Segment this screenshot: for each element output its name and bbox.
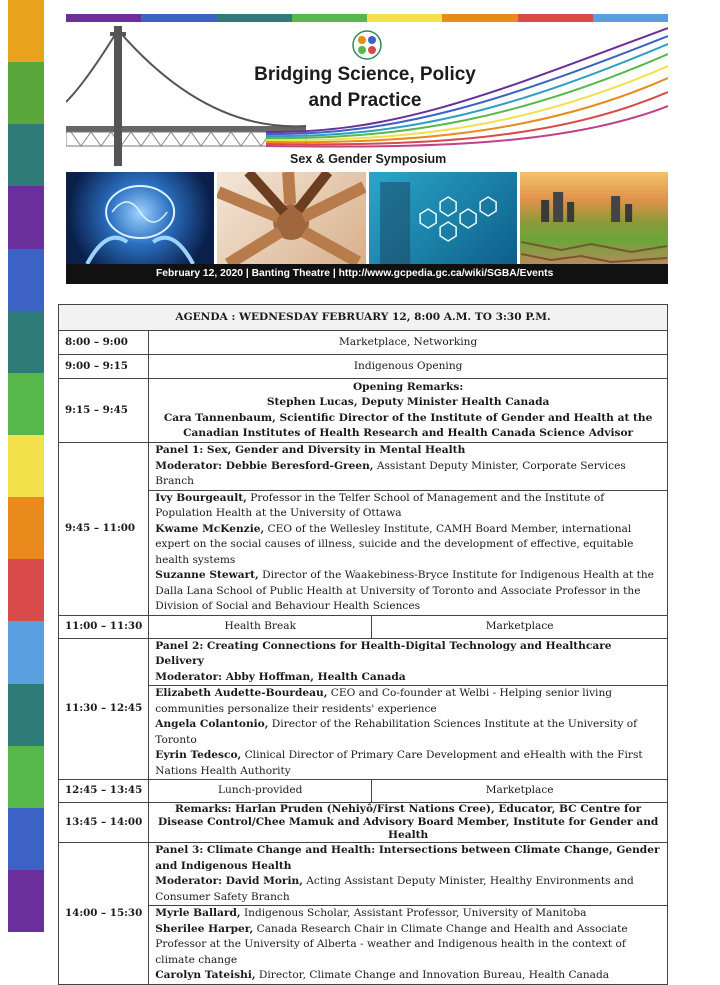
speaker-name: Myrle Ballard, (155, 907, 241, 919)
moderator-role: Assistant Deputy Minister, Corporate Services Branch (155, 459, 626, 487)
speaker-line (155, 906, 661, 922)
speaker-role: Canada Research Chair in Climate Change and Health and Associate Professor at the University of Alberta - weather and Indigenous health in the context of climate change (155, 922, 628, 966)
panel-speakers (149, 906, 668, 985)
moderator-role: Acting Assistant Deputy Minister, Healthy Environments and Consumer Safety Branch (155, 875, 634, 903)
agenda-time: 12:45 – 13:45 (59, 780, 149, 803)
speaker-name: Angela Colantonio, (155, 718, 269, 730)
hands-image (217, 172, 365, 264)
speaker-role: Director, Climate Change and Innovation Bureau, Health Canada (255, 969, 610, 981)
agenda-time: 13:45 – 14:00 (59, 803, 149, 843)
remarks-heading: Opening Remarks: (352, 380, 464, 393)
moderator-line (155, 459, 661, 490)
agenda-row (59, 443, 668, 491)
agenda-row (59, 843, 668, 906)
agenda-time: 14:00 – 15:30 (59, 843, 149, 985)
agenda-row (59, 906, 668, 985)
symposium-logo (352, 30, 382, 60)
event-info-bar: February 12, 2020 | Banting Theatre | http://www.gcpedia.gc.ca/wiki/SGBA/Events (66, 264, 668, 284)
marketplace-item: Marketplace (372, 615, 668, 638)
speaker-role: Director of the Waakebiness-Bryce Institute for Indigenous Health at the Dalla Lana School of Public Health at University of Toronto and Associate Professor in the Division of Social and Behaviour Health Sciences (155, 569, 654, 612)
speaker-line (155, 522, 661, 569)
marketplace-item: Marketplace (372, 780, 668, 803)
agenda-time: 9:15 – 9:45 (59, 379, 149, 443)
speaker-role: Indigenous Scholar, Assistant Professor, University of Manitoba (240, 907, 587, 919)
panel-intro (149, 843, 668, 906)
speaker-role: Director of the Rehabilitation Sciences Institute at the University of Toronto (155, 718, 638, 746)
rainbow-side-stripe (8, 0, 44, 932)
agenda-row (59, 638, 668, 686)
moderator-name: Moderator: David Morin, (155, 875, 303, 887)
speaker-role: CEO and Co-founder at Welbi - Helping senior living communities personalize their residents' experience (155, 687, 613, 715)
agenda-time: 9:00 – 9:15 (59, 355, 149, 379)
banner-title-line1: Bridging Science, Policy (254, 64, 476, 85)
banner-subtitle: Sex & Gender Symposium (290, 152, 447, 166)
speaker-line: Stephen Lucas, Deputy Minister Health Canada (266, 396, 550, 408)
banner-title (240, 62, 490, 114)
agenda-item: Marketplace, Networking (149, 331, 668, 355)
banner-photo-strip (66, 172, 668, 264)
moderator-name: Moderator: Debbie Beresford-Green, (155, 459, 374, 472)
speaker-line (155, 686, 661, 717)
agenda-row (59, 379, 668, 443)
agenda-time: 11:30 – 12:45 (59, 638, 149, 780)
speaker-name: Ivy Bourgeault, (155, 491, 247, 504)
agenda-header: AGENDA : WEDNESDAY FEBRUARY 12, 8:00 A.M. TO 3:30 P.M. (59, 305, 668, 331)
agenda-time: 9:45 – 11:00 (59, 443, 149, 616)
agenda-header-row (59, 305, 668, 331)
speaker-name: Carolyn Tateishi, (155, 969, 256, 981)
rainbow-top-stripe (66, 14, 668, 22)
digital-health-image (369, 172, 517, 264)
moderator-line (155, 874, 661, 905)
agenda-time: 8:00 – 9:00 (59, 331, 149, 355)
agenda-item: Indigenous Opening (149, 355, 668, 379)
speaker-line (155, 491, 661, 522)
opening-remarks (149, 379, 668, 443)
agenda-row (59, 803, 668, 843)
speaker-line (155, 717, 661, 748)
panel-speakers (149, 490, 668, 615)
speaker-role: Clinical Director of Primary Care Development and eHealth with the First Nations Health Authority (155, 749, 643, 777)
speaker-role: Professor in the Telfer School of Management and the Institute of Population Health at the University of Ottawa (155, 491, 605, 519)
panel-title: Panel 3: Climate Change and Health: Intersections between Climate Change, Gender and Indigenous Health (155, 844, 660, 872)
agenda-row (59, 490, 668, 615)
speaker-line (155, 568, 661, 615)
break-item: Health Break (149, 615, 372, 638)
moderator-line: Moderator: Abby Hoffman, Health Canada (155, 670, 406, 683)
agenda-row (59, 355, 668, 379)
banner-title-line2: and Practice (308, 90, 422, 111)
remarks-item: Remarks: Harlan Pruden (Nehiyô/First Nations Cree), Educator, BC Centre for Disease Control/Chee Mamuk and Advisory Board Member, Institute for Gender and Health (149, 803, 668, 843)
agenda-row (59, 331, 668, 355)
agenda-table (58, 304, 668, 985)
panel-intro (149, 638, 668, 686)
speaker-role: CEO of the Wellesley Institute, CAMH Board Member, international expert on the social causes of illness, suicide and the development of effective, equitable health systems (155, 522, 634, 566)
panel-speakers (149, 686, 668, 780)
speaker-line (155, 968, 661, 984)
agenda-row (59, 686, 668, 780)
lunch-item: Lunch-provided (149, 780, 372, 803)
speaker-name: Suzanne Stewart, (155, 569, 259, 581)
speaker-name: Kwame McKenzie, (155, 522, 265, 535)
speaker-line (155, 922, 661, 969)
speaker-name: Eyrin Tedesco, (155, 749, 242, 761)
agenda-time: 11:00 – 11:30 (59, 615, 149, 638)
speaker-name: Sherilee Harper, (155, 922, 254, 935)
agenda-row (59, 780, 668, 803)
brain-image (66, 172, 214, 264)
speaker-line (155, 748, 661, 779)
panel-title: Panel 1: Sex, Gender and Diversity in Mental Health (155, 444, 466, 456)
agenda-row (59, 615, 668, 638)
panel-title: Panel 2: Creating Connections for Health-Digital Technology and Healthcare Delivery (155, 639, 612, 667)
panel-intro (149, 443, 668, 491)
speaker-name: Elizabeth Audette-Bourdeau, (155, 687, 328, 699)
climate-image (520, 172, 668, 264)
speaker-line: Cara Tannenbaum, Scientific Director of the Institute of Gender and Health at the Canadian Institutes of Health Research and Health Canada Science Advisor (163, 411, 653, 439)
